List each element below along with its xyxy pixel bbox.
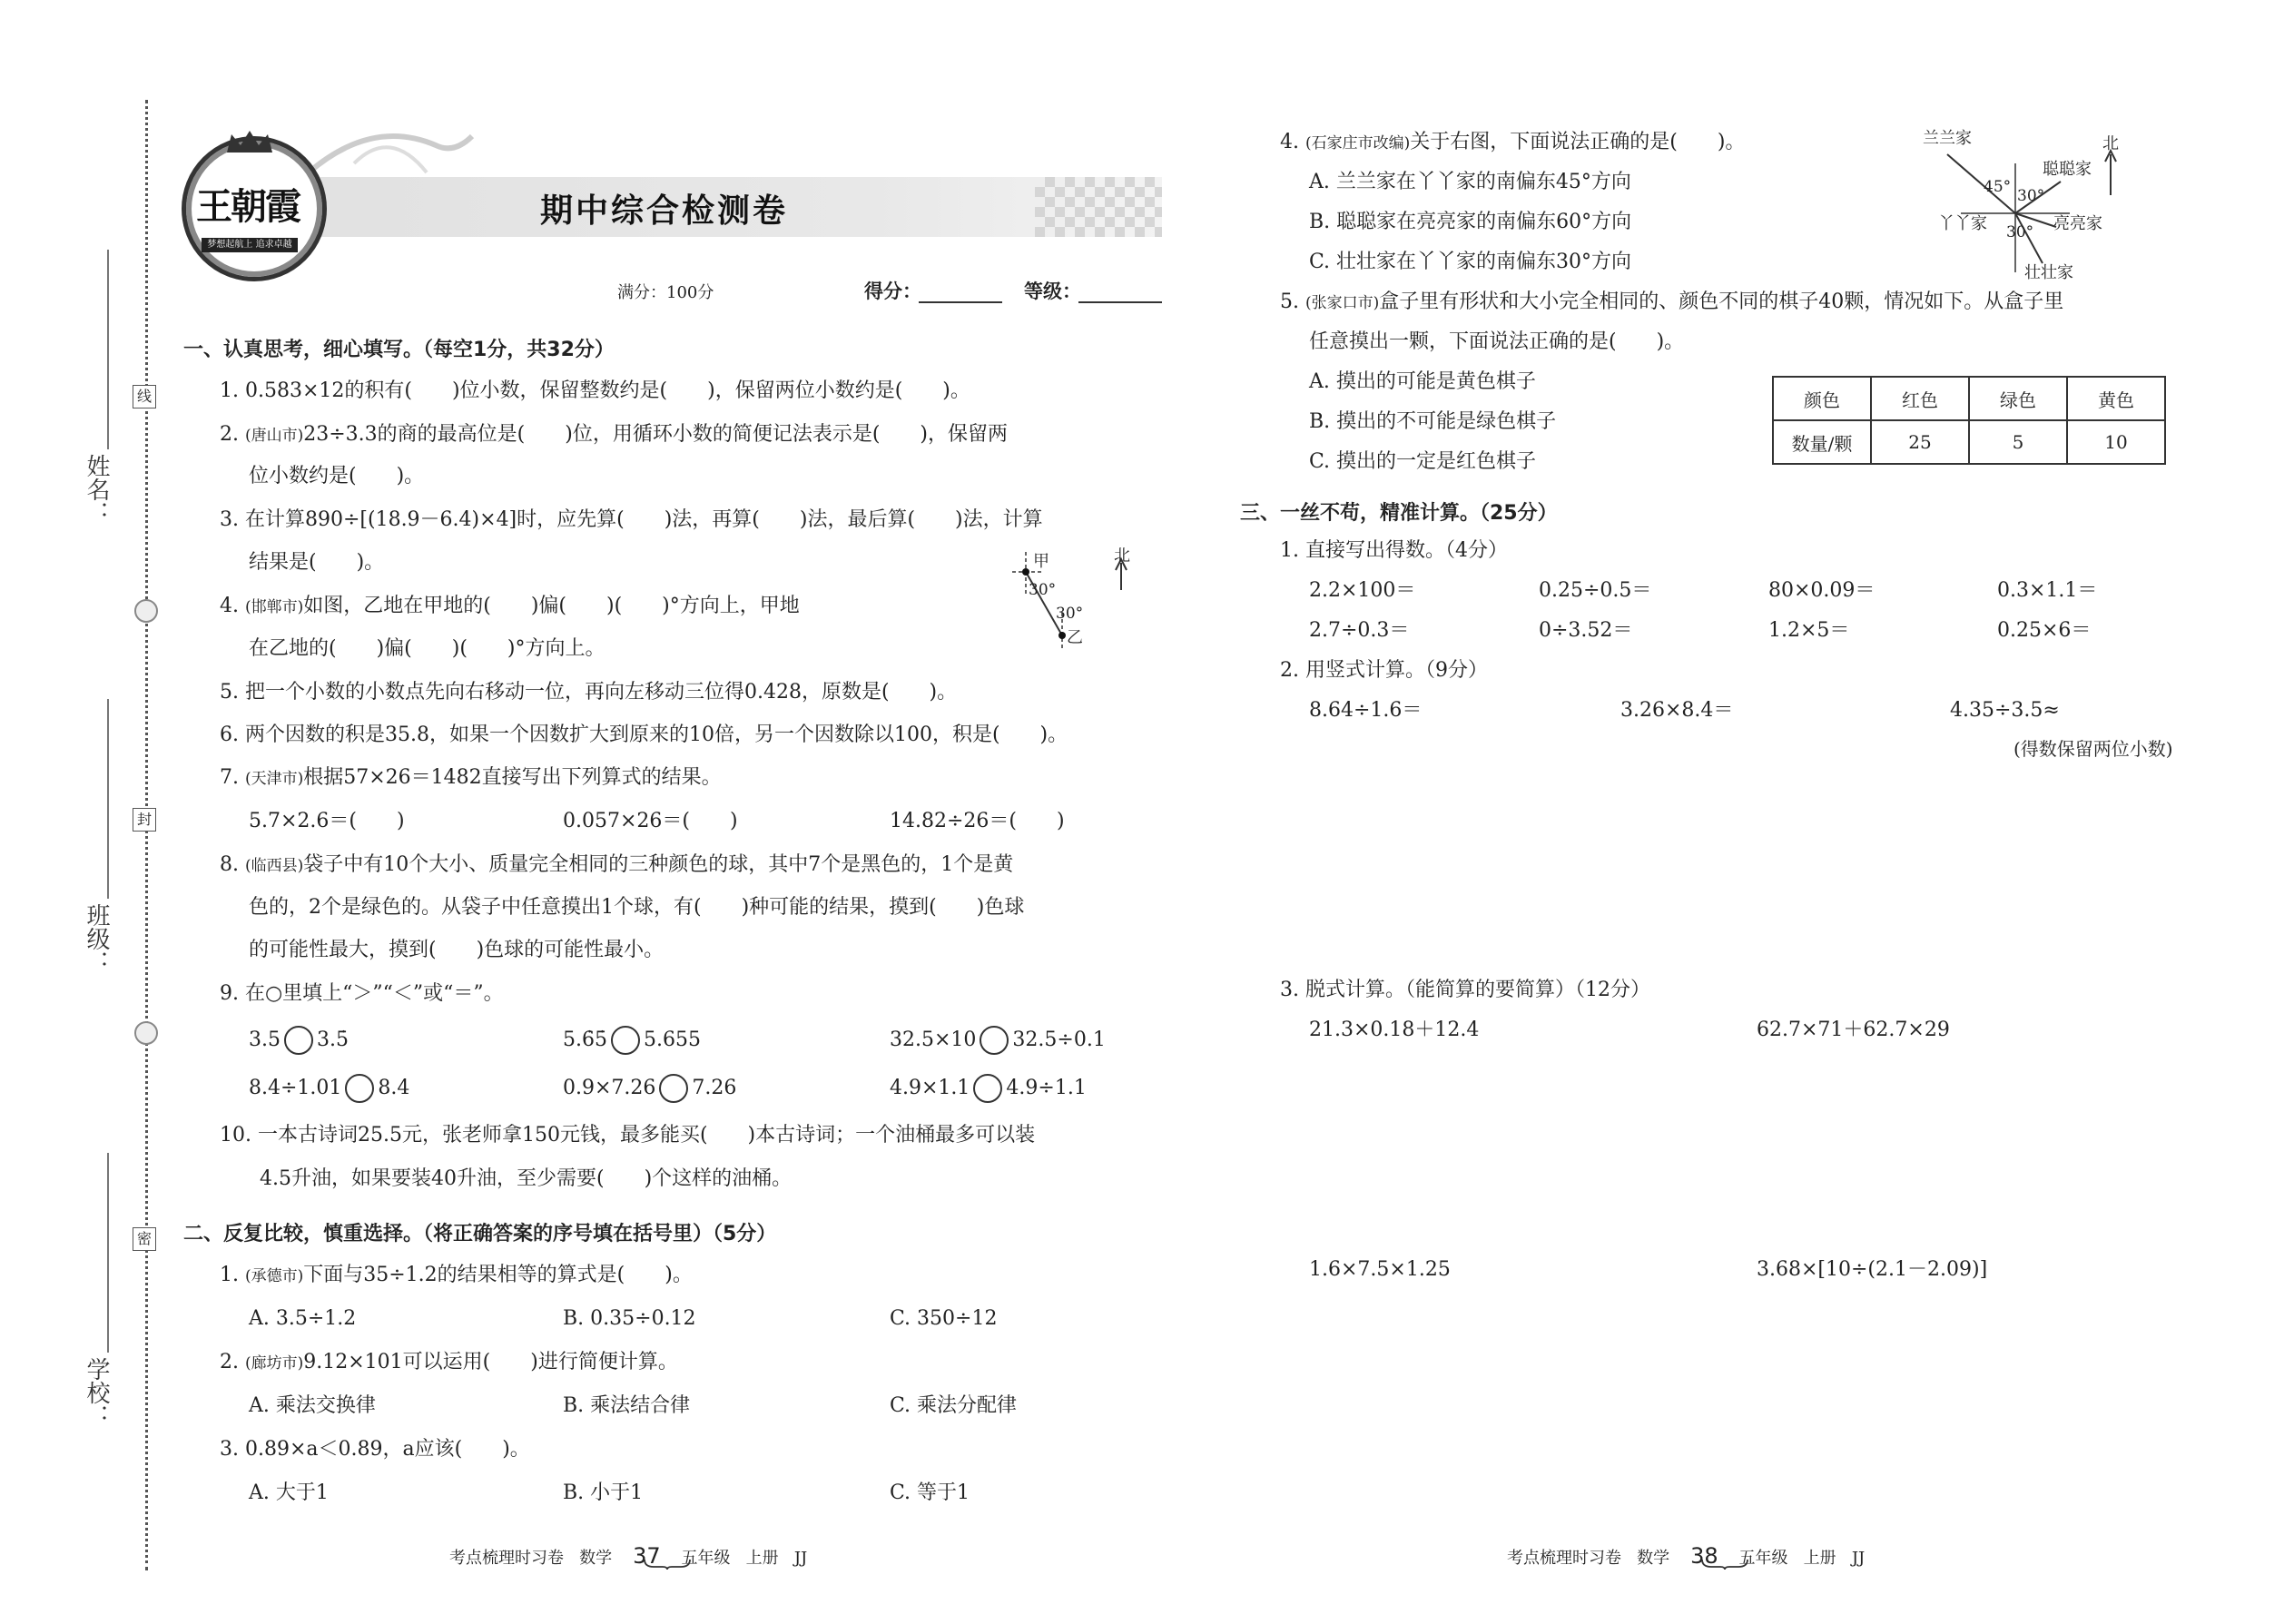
c4-option-c: C. 壮壮家在丫丫家的南偏东30°方向 — [1309, 251, 1632, 273]
c5-line-1: 5. (张家口市)盒子里有形状和大小完全相同的、颜色不同的棋子40颗，情况如下。从盒子里 — [1280, 290, 2064, 313]
name-label: 姓名： — [83, 454, 110, 525]
full-score: 满分：100分 — [617, 283, 714, 302]
seal-mark-line: 线 — [133, 385, 156, 408]
choice-4: 4. (石家庄市改编)关于右图，下面说法正确的是( )。 — [1280, 131, 1746, 153]
q8-line-1: 8. (临西县)袋子中有10个大小、质量完全相同的三种颜色的球，其中7个是黑色的，1个是黄 — [220, 853, 1014, 876]
compare-circle[interactable] — [973, 1074, 1002, 1103]
table-cell: 绿色 — [1969, 377, 2067, 420]
q9-item-1: 3.5 3.5̇ — [249, 1026, 349, 1055]
table-cell: 10 — [2067, 420, 2165, 464]
c4-option-b: B. 聪聪家在亮亮家的南偏东60°方向 — [1309, 211, 1632, 233]
compare-circle[interactable] — [980, 1026, 1009, 1055]
q2-line-1: 2. (唐山市)23÷3.3的商的最高位是( )位，用循环小数的简便记法表示是( )，保留两 — [220, 423, 1008, 446]
table-cell: 红色 — [1871, 377, 1969, 420]
q9-item-2: 5.6̇5̇ 5.655 — [563, 1026, 701, 1055]
p1-item-4: 0.3×1.1＝ — [1997, 579, 2098, 602]
c2-option-b: B. 乘法结合律 — [563, 1394, 691, 1417]
compare-circle[interactable] — [659, 1074, 688, 1103]
q7-text: 根据57×26＝1482直接写出下列算式的结果。 — [303, 766, 722, 789]
footer-edition: JJ — [1851, 1549, 1866, 1568]
q7-source: (天津市) — [244, 770, 304, 788]
c1-source: (承德市) — [244, 1267, 304, 1285]
fig-angle-30a: 30° — [2017, 187, 2045, 205]
c4-text: 关于右图，下面说法正确的是( )。 — [1410, 131, 1746, 153]
class-underline — [107, 699, 109, 899]
name-underline — [107, 250, 109, 449]
table-cell: 颜色 — [1773, 377, 1871, 420]
q8-text: 袋子中有10个大小、质量完全相同的三种颜色的球，其中7个是黑色的，1个是黄 — [303, 853, 1014, 876]
c5-option-a: A. 摸出的可能是黄色棋子 — [1309, 370, 1536, 393]
fig-angle-30b: 30° — [2006, 223, 2034, 241]
q4-text: 如图，乙地在甲地的( )偏( )( )°方向上，甲地 — [303, 595, 800, 617]
q2-line-2: 位小数约是( )。 — [249, 465, 425, 487]
q4-fig-yi: 乙 — [1067, 628, 1083, 647]
c3-option-c: C. 等于1 — [890, 1481, 970, 1504]
p1-heading: 1. 直接写出得数。（4分） — [1280, 539, 1508, 562]
q8-line-2: 色的，2个是绿色的。从袋子中任意摸出1个球，有( )种可能的结果，摸到( )色球 — [249, 896, 1025, 919]
page-title: 期中综合检测卷 — [540, 192, 789, 230]
footer-term: 上册 — [745, 1549, 779, 1568]
c5-source: (张家口市) — [1305, 294, 1380, 312]
p1-item-5: 2.7÷0.3＝ — [1309, 619, 1410, 642]
p2-item-1: 8.64÷1.6＝ — [1309, 699, 1423, 722]
footer-series: 考点梳理时习卷 — [1507, 1549, 1621, 1568]
fig-angle-45: 45° — [1984, 178, 2012, 196]
fig-zhuangzhuang: 壮壮家 — [2024, 263, 2073, 282]
page-brace-icon — [643, 1558, 692, 1570]
p1-item-1: 2.2×100＝ — [1309, 579, 1416, 602]
p3-item-2: 62.7×71＋62.7×29 — [1757, 1019, 1950, 1041]
fig-lanlan: 兰兰家 — [1923, 129, 1972, 148]
fig-congcong: 聪聪家 — [2043, 160, 2092, 179]
q4-fig-jia: 甲 — [1033, 552, 1049, 571]
c5-text: 盒子里有形状和大小完全相同的、颜色不同的棋子40颗，情况如下。从盒子里 — [1379, 290, 2064, 313]
q10-line-1: 10. 一本古诗词25.5元，张老师拿150元钱，最多能买( )本古诗词；一个油桶最多可以装 — [220, 1124, 1036, 1147]
page-number: 38 — [1690, 1543, 1718, 1569]
c5-line-2: 任意摸出一颗，下面说法正确的是( )。 — [1309, 330, 1685, 353]
q7: 7. (天津市)根据57×26＝1482直接写出下列算式的结果。 — [220, 766, 722, 789]
choice-2: 2. (廊坊市)9.12×101可以运用( )进行简便计算。 — [220, 1351, 678, 1373]
q2-source: (唐山市) — [244, 427, 304, 445]
q9-item-3: 32.5×10 32.5÷0.1 — [890, 1026, 1106, 1055]
q3-line-2: 结果是( )。 — [249, 551, 385, 574]
q9: 9. 在○里填上“＞”“＜”或“＝”。 — [220, 982, 504, 1005]
q8-source: (临西县) — [244, 857, 304, 875]
footer-edition: JJ — [793, 1549, 808, 1568]
c5-option-b: B. 摸出的不可能是绿色棋子 — [1309, 410, 1557, 433]
page-brace-icon — [1700, 1558, 1749, 1570]
c1-option-c: C. 350÷12 — [890, 1307, 998, 1330]
p3-item-4: 3.68×[10÷(2.1－2.09)] — [1757, 1258, 1988, 1281]
c1-option-b: B. 0.35÷0.12 — [563, 1307, 696, 1330]
q4-line-2: 在乙地的( )偏( )( )°方向上。 — [249, 637, 605, 660]
footer-series: 考点梳理时习卷 — [449, 1549, 564, 1568]
class-label: 班级： — [83, 903, 110, 974]
seal-mark-secret: 密 — [133, 1227, 156, 1251]
p1-item-2: 0.25÷0.5＝ — [1539, 579, 1652, 602]
compare-circle[interactable] — [284, 1026, 313, 1055]
school-underline — [107, 1153, 109, 1353]
score-label: 得分： — [864, 281, 921, 302]
compare-circle[interactable] — [611, 1026, 640, 1055]
q7-item-2: 0.057×26＝( ) — [563, 810, 738, 832]
fig-north: 北 — [2102, 134, 2119, 153]
binding-hole-icon — [134, 599, 158, 623]
p3-item-1: 21.3×0.18＋12.4 — [1309, 1019, 1480, 1041]
footer-grade: 五年级 — [681, 1549, 731, 1568]
grade-blank[interactable] — [1078, 301, 1162, 303]
q3-line-1: 3. 在计算890÷[(18.9－6.4)×4]时，应先算( )法，再算( )法，最后算( )法，计算 — [220, 508, 1043, 531]
choice-1: 1. (承德市)下面与35÷1.2的结果相等的算式是( )。 — [220, 1264, 693, 1286]
p2-item-2: 3.26×8.4＝ — [1620, 699, 1734, 722]
c2-text: 9.12×101可以运用( )进行简便计算。 — [303, 1351, 678, 1373]
p3-item-3: 1.6×7.5×1.25 — [1309, 1258, 1451, 1281]
logo-ribbon: 梦想起航上 追求卓越 — [202, 238, 298, 252]
p3-heading: 3. 脱式计算。（能简算的要简算）（12分） — [1280, 979, 1650, 1001]
p2-heading: 2. 用竖式计算。（9分） — [1280, 659, 1488, 682]
footer-subject: 数学 — [579, 1549, 613, 1568]
c3-option-b: B. 小于1 — [563, 1481, 644, 1504]
q9-item-4: 8.4÷1.01 8.4 — [249, 1074, 409, 1103]
c3-option-a: A. 大于1 — [249, 1481, 329, 1504]
q10-line-2: 4.5升油，如果要装40升油，至少需要( )个这样的油桶。 — [260, 1167, 793, 1190]
ribbon-decoration-icon — [300, 109, 481, 200]
section-1-heading: 一、认真思考，细心填写。（每空1分，共32分） — [183, 339, 615, 361]
crown-icon — [222, 127, 277, 154]
q7-item-1: 5.7×2.6＝( ) — [249, 810, 405, 832]
p1-item-7: 1.2×5＝ — [1768, 619, 1850, 642]
seal-mark-seal: 封 — [133, 808, 156, 832]
banner-checker-pattern — [1035, 177, 1162, 237]
footer-grade: 五年级 — [1738, 1549, 1788, 1568]
c1-option-a: A. 3.5÷1.2 — [249, 1307, 357, 1330]
choice-3: 3. 0.89×a＜0.89，a应该( )。 — [220, 1438, 530, 1461]
q4-line-1: 4. (邯郸市)如图，乙地在甲地的( )偏( )( )°方向上，甲地 — [220, 595, 800, 617]
c4-option-a: A. 兰兰家在丫丫家的南偏东45°方向 — [1309, 171, 1631, 193]
c4-source: (石家庄市改编) — [1305, 134, 1411, 153]
footer-term: 上册 — [1803, 1549, 1836, 1568]
p2-item-3: 4.35÷3.5≈ — [1950, 699, 2060, 722]
binding-dotted-line — [145, 100, 148, 1570]
q9-item-6: 4.9×1.1 4.9÷1.1 — [890, 1074, 1087, 1103]
p2-note: (得数保留两位小数) — [2013, 738, 2173, 760]
chess-count-table — [1772, 376, 2166, 465]
footer-subject: 数学 — [1637, 1549, 1670, 1568]
table-header-row — [1773, 377, 2165, 420]
q2-text: 23÷3.3的商的最高位是( )位，用循环小数的简便记法表示是( )，保留两 — [303, 423, 1008, 446]
compare-circle[interactable] — [345, 1074, 374, 1103]
q4-fig-angle-2: 30° — [1056, 605, 1084, 623]
table-row — [1773, 420, 2165, 464]
table-cell: 黄色 — [2067, 377, 2165, 420]
q1: 1. 0.583×12的积有( )位小数，保留整数约是( )，保留两位小数约是( )。 — [220, 379, 970, 402]
q9-item-5: 0.9×7.26 7.26 — [563, 1074, 736, 1103]
right-footer — [1507, 1543, 1865, 1569]
q4-source: (邯郸市) — [244, 598, 304, 616]
section-3-heading: 三、一丝不苟，精准计算。（25分） — [1240, 502, 1558, 525]
q8-line-3: 的可能性最大，摸到( )色球的可能性最小。 — [249, 939, 665, 961]
q6: 6. 两个因数的积是35.8，如果一个因数扩大到原来的10倍，另一个因数除以100，积是( )。 — [220, 723, 1068, 746]
q4-fig-north: 北 — [1114, 546, 1130, 566]
q5: 5. 把一个小数的小数点先向右移动一位，再向左移动三位得0.428，原数是( )。 — [220, 681, 958, 704]
fig-liangliang: 亮亮家 — [2053, 214, 2102, 233]
school-label: 学校： — [83, 1357, 110, 1428]
c1-text: 下面与35÷1.2的结果相等的算式是( )。 — [303, 1264, 693, 1286]
table-cell: 数量/颗 — [1773, 420, 1871, 464]
p1-item-8: 0.25×6＝ — [1997, 619, 2092, 642]
section-2-heading: 二、反复比较，慎重选择。（将正确答案的序号填在括号里）（5分） — [183, 1223, 777, 1245]
page-number: 37 — [633, 1543, 661, 1569]
c2-option-a: A. 乘法交换律 — [249, 1394, 376, 1417]
left-footer — [449, 1543, 807, 1569]
grade-label: 等级： — [1024, 281, 1081, 302]
c2-source: (廊坊市) — [244, 1354, 304, 1373]
c5-option-c: C. 摸出的一定是红色棋子 — [1309, 450, 1537, 473]
binding-hole-icon — [134, 1021, 158, 1045]
q4-fig-angle-1: 30° — [1029, 581, 1057, 599]
fig-yaya: 丫丫家 — [1938, 214, 1987, 233]
logo-text: 王朝霞 — [196, 185, 300, 228]
score-blank[interactable] — [919, 301, 1002, 303]
q7-item-3: 14.82÷26＝( ) — [890, 810, 1065, 832]
table-cell: 25 — [1871, 420, 1969, 464]
p1-item-3: 80×0.09＝ — [1768, 579, 1876, 602]
c2-option-c: C. 乘法分配律 — [890, 1394, 1018, 1417]
table-cell: 5 — [1969, 420, 2067, 464]
p1-item-6: 0÷3.52＝ — [1539, 619, 1633, 642]
